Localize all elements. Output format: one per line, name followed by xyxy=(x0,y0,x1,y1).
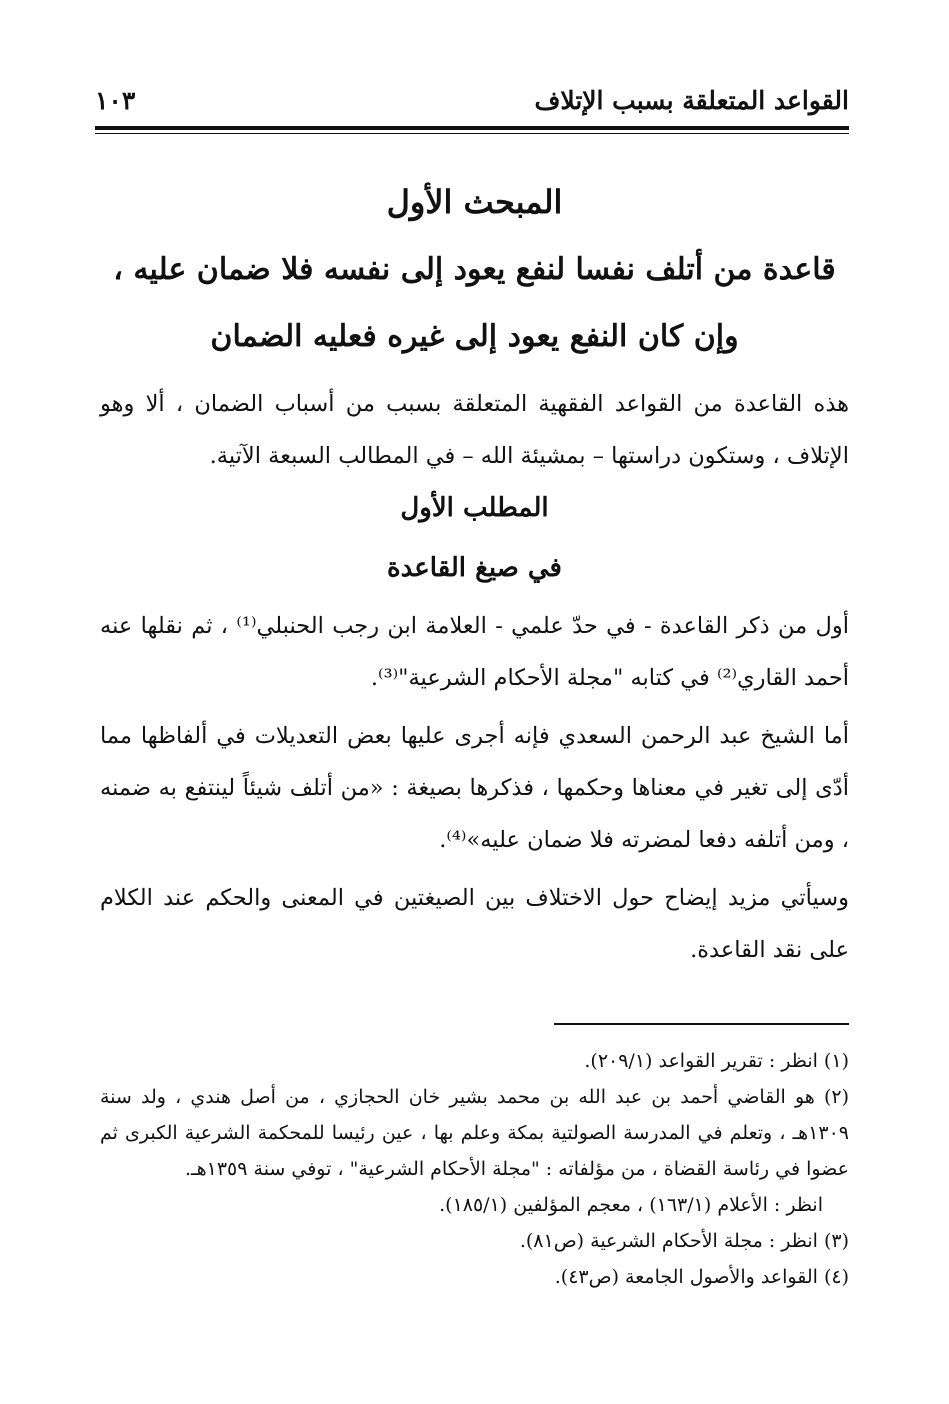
footnotes xyxy=(100,1043,849,1295)
header-title: القواعد المتعلقة بسبب الإتلاف xyxy=(534,86,849,115)
footnote-3: (٣) انظر : مجلة الأحكام الشرعية (ص٨١). xyxy=(519,1230,849,1252)
footnote-1: (١) انظر : تقرير القواعد (٢٠٩/١). xyxy=(584,1050,849,1072)
header-rule-thin xyxy=(95,133,849,134)
footnote-4: (٤) القواعد والأصول الجامعة (ص٤٣). xyxy=(554,1266,849,1288)
header-rule xyxy=(95,126,849,130)
paragraph-3: وسيأتي مزيد إيضاح حول الاختلاف بين الصيغتين في المعنى والحكم عند الكلام على نقد القاعدة. xyxy=(100,885,849,963)
rule-title-line-1: قاعدة من أتلف نفسا لنفع يعود إلى نفسه فلا ضمان عليه ، xyxy=(113,252,836,287)
paragraph-1: أول من ذكر القاعدة - في حدّ علمي - العلامة ابن رجب الحنبلي⁽¹⁾ ، ثم نقلها عنه أحمد القاري⁽²⁾ في كتابه "مجلة الأحكام الشرعية"⁽³⁾. xyxy=(100,613,849,691)
footnote-2-references: انظر : الأعلام (١٦٣/١) ، معجم المؤلفين (١٨٥/١). xyxy=(439,1194,823,1216)
running-header xyxy=(95,82,849,120)
intro-paragraph: هذه القاعدة من القواعد الفقهية المتعلقة بسبب من أسباب الضمان ، ألا وهو الإتلاف ، وستكون دراستها – بمشيئة الله – في المطالب السبعة الآتية. xyxy=(100,391,849,469)
section-heading: المبحث الأول xyxy=(386,183,563,221)
footnote-2: (٢) هو القاضي أحمد بن عبد الله بن محمد بشير خان الحجازي ، من أصل هندي ، ولد سنة ١٣٠٩هـ ، وتعلم في المدرسة الصولتية بمكة وعلم بها ، عين رئيسا للمحكمة الشرعية الكبرى ثم عضوا في رئاسة القضاة ، من مؤلفاته : "مجلة الأحكام الشرعية" ، توفي سنة ١٣٥٩هـ. xyxy=(100,1086,849,1180)
rule-title-line-2: وإن كان النفع يعود إلى غيره فعليه الضمان xyxy=(210,319,739,354)
subsection-subtitle: في صيغ القاعدة xyxy=(387,553,562,583)
page-number: ١٠٣ xyxy=(95,86,136,115)
paragraph-2: أما الشيخ عبد الرحمن السعدي فإنه أجرى عليها بعض التعديلات في ألفاظها مما أدّى إلى تغير في معناها وحكمها ، فذكرها بصيغة : «من أتلف شيئاً لينتفع به ضمنه ، ومن أتلفه دفعا لمضرته فلا ضمان عليه»⁽⁴⁾. xyxy=(100,723,849,853)
subsection-heading: المطلب الأول xyxy=(400,493,549,523)
footnote-separator xyxy=(554,1023,849,1025)
